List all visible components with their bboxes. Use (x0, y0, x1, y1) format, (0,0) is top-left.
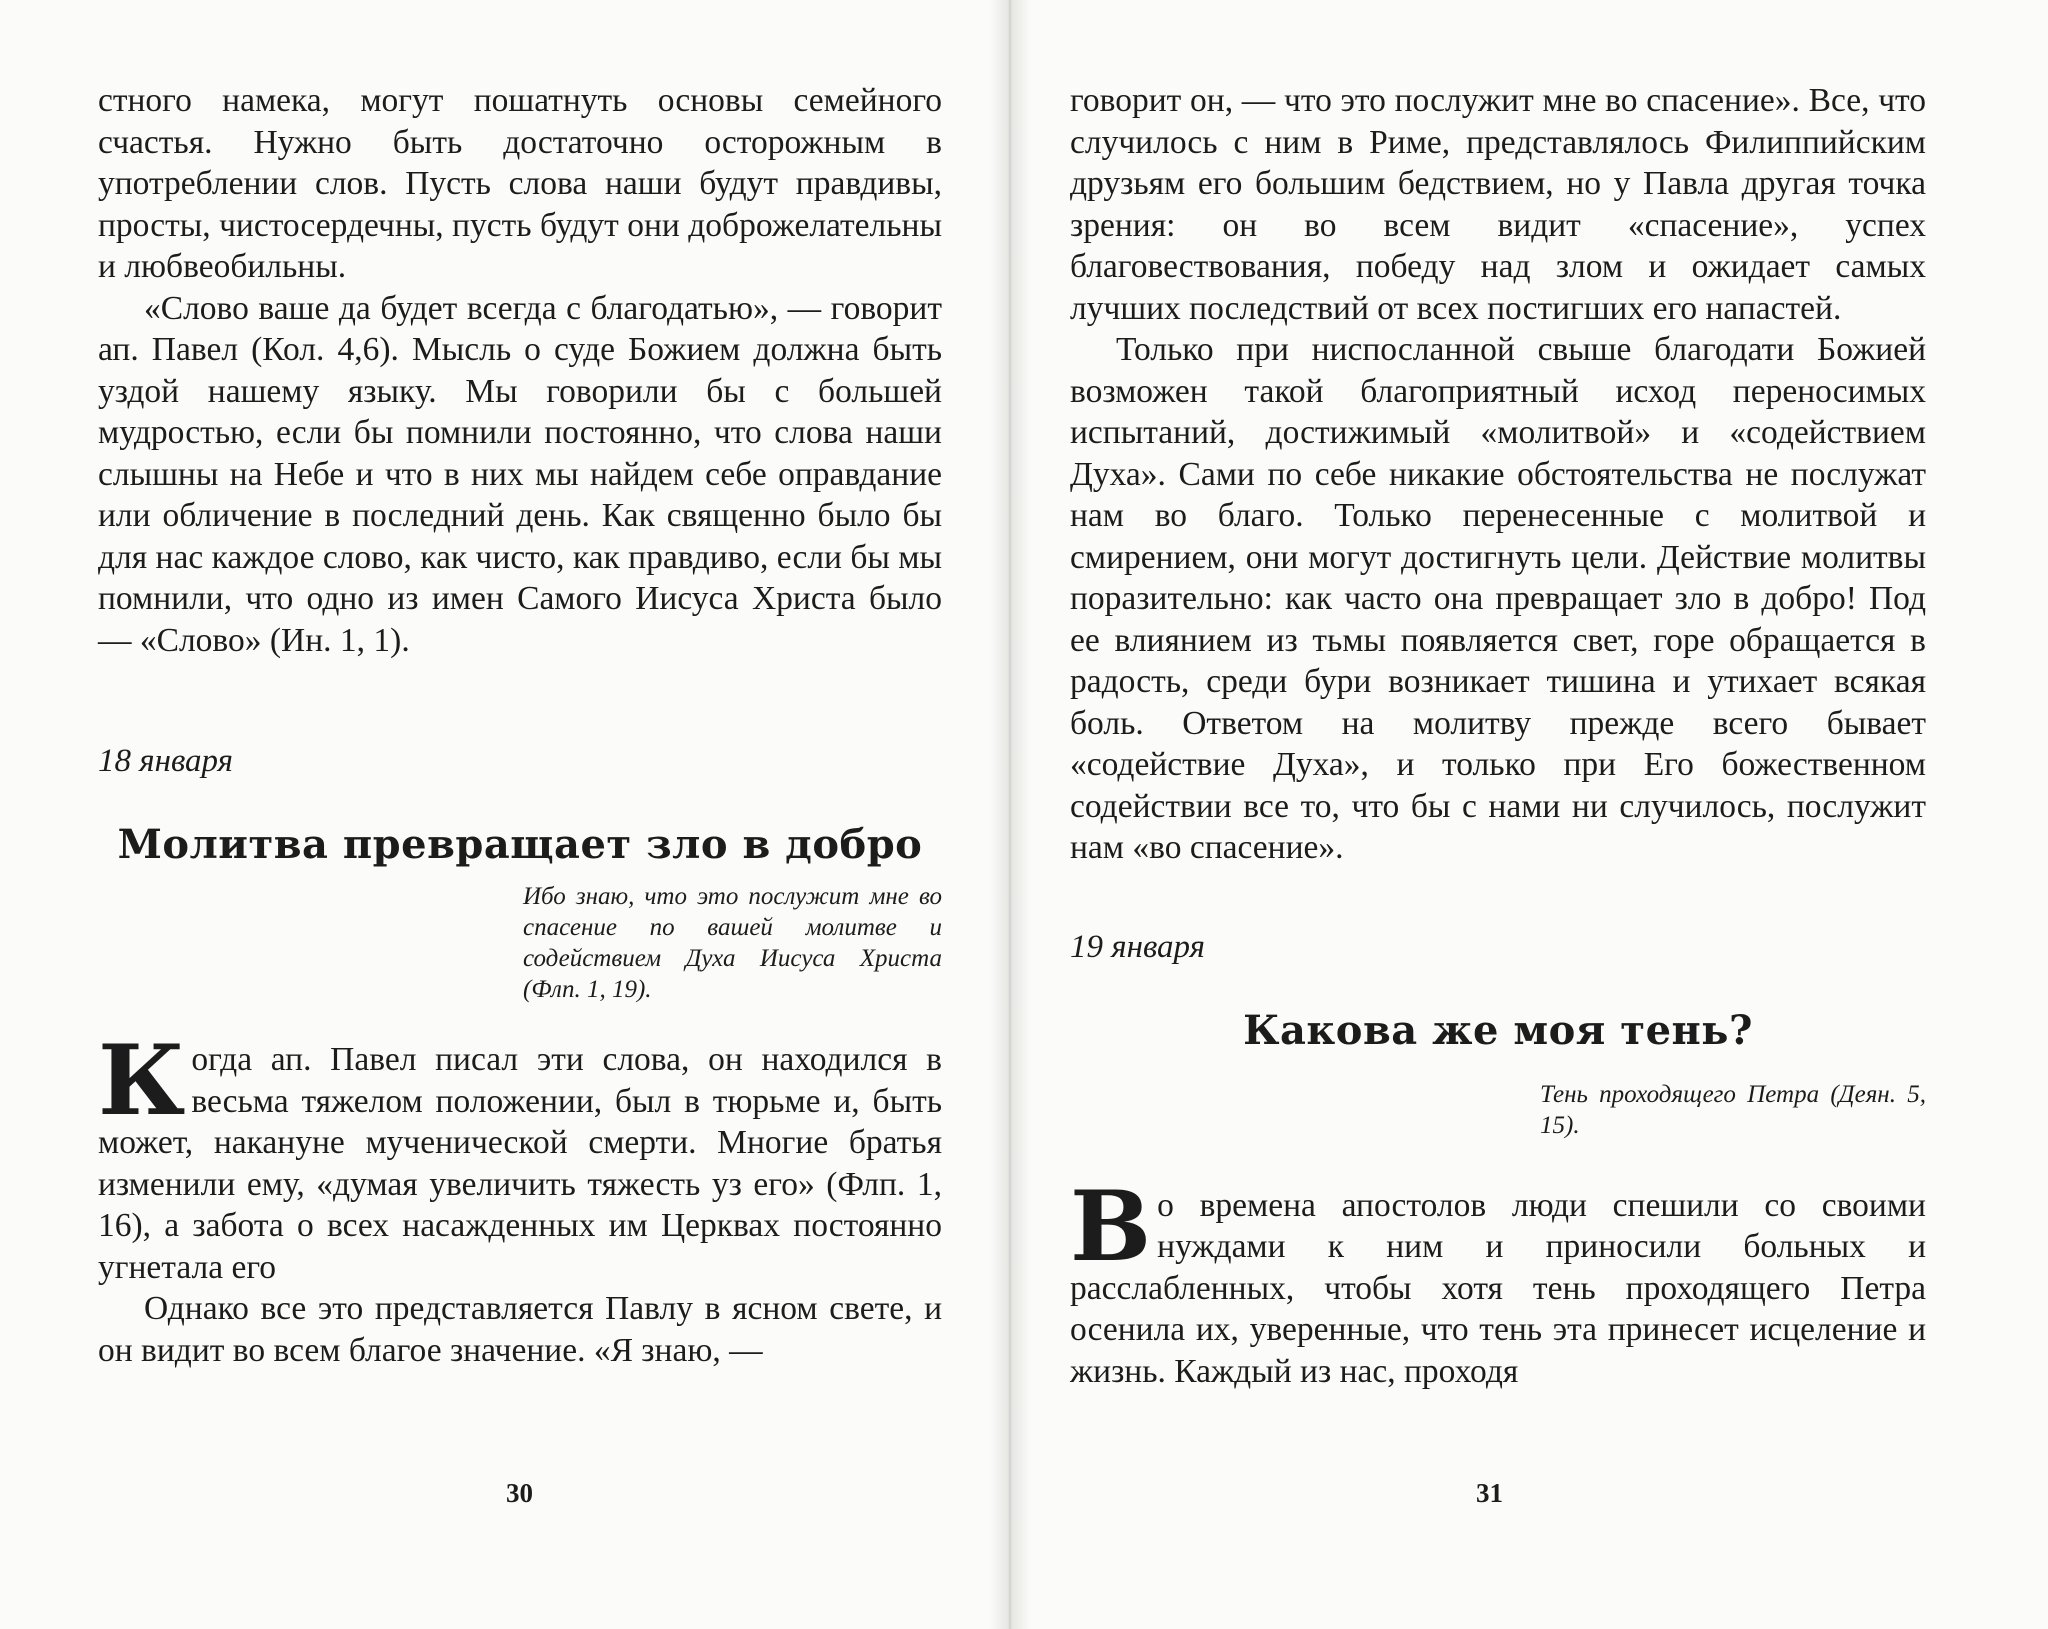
left-epigraph: Ибо знаю, что это послужит мне во спасение по вашей молитве и содействием Духа Иисуса Христа (Флп. 1, 19). (523, 883, 942, 1003)
right-paragraph-3-text: о времена апостолов люди спешили со своими нуждами к ним и приносили больных и расслабленных, чтобы хотя тень проходящего Петра осенила их, уверенные, что тень эта принесет исцеление и жизнь. Каждый из нас, проходя (1070, 1186, 1926, 1390)
right-epigraph: Тень проходящего Петра (Деян. 5, 15). (1540, 1080, 1926, 1139)
right-continuation-paragraph: говорит он, — что это послужит мне во спасение». Все, что случилось с ним в Риме, представлялось Филиппийским друзьям его большим бедствием, но у Павла другая точка зрения: он во всем видит «спасение», успех благовествования, победу над злом и ожидает самых лучших последствий от всех постигших его напастей. (1070, 82, 1926, 327)
right-text-column (1070, 80, 1926, 1392)
left-page-number: 30 (506, 1478, 533, 1508)
left-paragraph-2: «Слово ваше да будет всегда с благодатью», — говорит ап. Павел (Кол. 4,6). Мысль о суде Божием должна быть уздой нашему языку. Мы говорили бы с большей мудростью, если бы помнили постоянно, что слова наши слышны на Небе и что в них мы найдем себе оправдание или обличение в последний день. Как священно было бы для нас каждое слово, как чисто, как правдиво, если бы мы помнили, что одно из имен Самого Иисуса Христа было — «Слово» (Ин. 1, 1). (98, 289, 942, 659)
right-date: 19 января (1070, 928, 1205, 965)
right-dropcap: В (1070, 1169, 1152, 1283)
left-paragraph-3 (98, 1024, 942, 1288)
right-paragraph-2: Только при ниспосланной свыше благодати Божией возможен такой благоприятный исход переносимых испытаний, достижимый «молитвой» и «содействием Духа». Сами по себе никакие обстоятельства не послужат нам во благо. Только перенесенные с молитвой и смирением, они могут достигнуть цели. Действие молитвы поразительно: как часто она превращает зло в добро! Под ее влиянием из тьмы появляется свет, горе обращается в радость, среди бури возникает тишина и утихает всякая боль. Ответом на молитву прежде всего бывает «содействие Духа», и только при Его божественном содействии все то, что бы с нами ни случилось, послужит нам «во спасение». (1070, 331, 1926, 866)
left-paragraph-4: Однако все это представляется Павлу в ясном свете, и он видит во всем благое значение. «Я знаю, — (98, 1290, 942, 1369)
right-paragraph-3 (1070, 1169, 1926, 1393)
left-date: 18 января (98, 743, 233, 779)
book-gutter (990, 0, 1030, 1629)
right-page-number: 31 (1476, 1478, 1503, 1508)
left-continuation-paragraph: стного намека, могут пошатнуть основы семейного счастья. Нужно быть достаточно осторожным в употреблении слов. Пусть слова наши будут правдивы, просты, чистосердечны, пусть будут они доброжелательны и любвеобильны. (98, 82, 942, 285)
left-paragraph-3-text: огда ап. Павел писал эти слова, он находился в весьма тяжелом положении, был в тюрьме и, быть может, накануне мученической смерти. Многие братья изменили ему, «думая увеличить тяжесть уз его» (Флп. 1, 16), а забота о всех насажденных им Церквах постоянно угнетала его (98, 1041, 942, 1286)
left-text-column (98, 80, 942, 1371)
right-page (1014, 0, 2048, 1629)
right-heading: Какова же моя тень? (1243, 1006, 1753, 1054)
left-heading: Молитва превращает зло в добро (117, 821, 923, 868)
left-dropcap: К (98, 1024, 186, 1137)
left-page (0, 0, 1008, 1629)
